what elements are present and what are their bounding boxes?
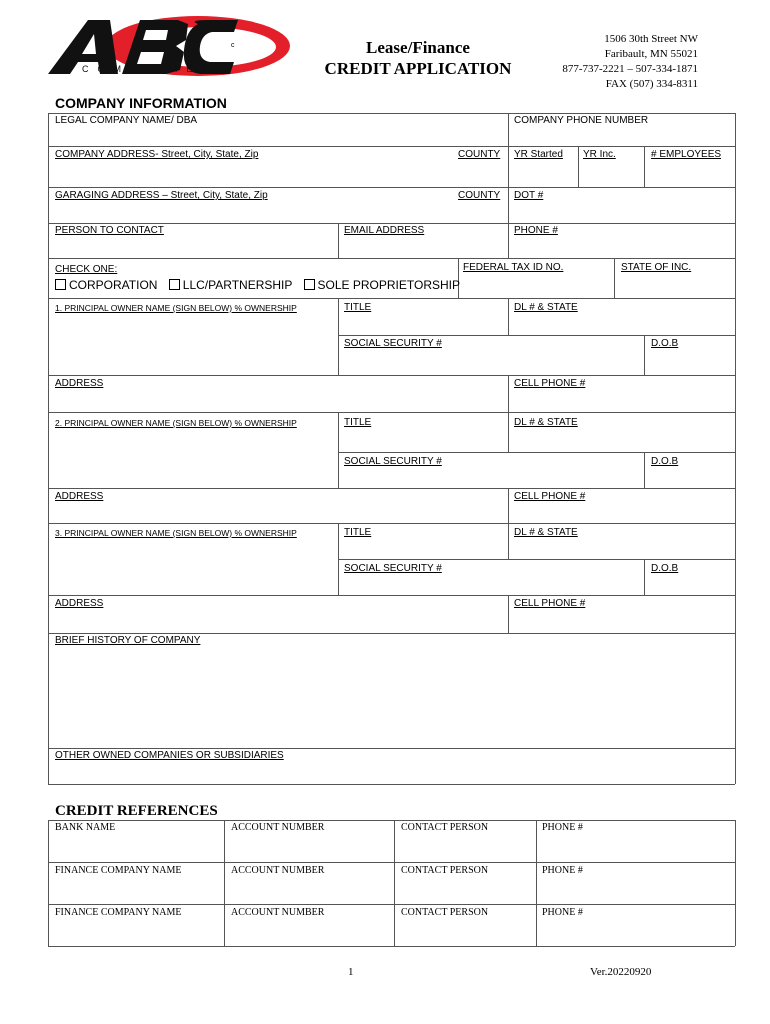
county-label-2: COUNTY [458, 190, 501, 201]
owner1-ssn-label: SOCIAL SECURITY # [344, 338, 442, 349]
owner1-cell-label: CELL PHONE # [514, 378, 586, 389]
yr-started-label: YR Started [514, 149, 563, 160]
owner2-name-label: 2. PRINCIPAL OWNER NAME (SIGN BELOW) % OWNERSHIP [55, 418, 297, 428]
owner1-dl-label: DL # & STATE [514, 302, 578, 313]
divider [735, 113, 736, 784]
owner3-title-label: TITLE [344, 527, 372, 538]
brief-history-field[interactable] [49, 634, 734, 748]
brief-history-label: BRIEF HISTORY OF COMPANY [55, 635, 201, 646]
logo-mark: c [231, 42, 235, 49]
address-line-2: Faribault, MN 55021 [604, 48, 698, 60]
version-label: Ver.20220920 [590, 966, 652, 978]
corporation-option[interactable] [55, 278, 157, 292]
bank-contact-label: CONTACT PERSON [401, 822, 489, 833]
person-to-contact-label: PERSON TO CONTACT [55, 225, 164, 236]
sole-checkbox[interactable] [304, 279, 315, 290]
owner2-dob-label: D.O.B [651, 456, 679, 467]
owner2-dl-label: DL # & STATE [514, 417, 578, 428]
owner3-address-field[interactable] [49, 596, 507, 633]
owner1-address-field[interactable] [49, 376, 507, 412]
sole-label: SOLE PROPRIETORSHIP [317, 278, 460, 292]
finance2-phone-label: PHONE # [542, 907, 583, 918]
page-number: 1 [348, 966, 354, 978]
address-line-4: FAX (507) 334-8311 [605, 78, 698, 90]
check-one-text: CHECK ONE [55, 264, 115, 275]
dot-label: DOT # [514, 190, 544, 201]
check-one-label: CHECK ONE: [55, 264, 118, 275]
address-line-1: 1506 30th Street NW [604, 33, 698, 45]
owner3-address-label: ADDRESS [55, 598, 104, 609]
company-logo [48, 14, 292, 78]
legal-company-name-label: LEGAL COMPANY NAME/ DBA [55, 115, 198, 126]
finance1-name-label: FINANCE COMPANY NAME [55, 865, 182, 876]
federal-tax-id-label: FEDERAL TAX ID NO. [463, 262, 564, 273]
sole-option[interactable] [304, 278, 460, 292]
county-label: COUNTY [458, 149, 501, 160]
owner1-title-label: TITLE [344, 302, 372, 313]
owner2-title-label: TITLE [344, 417, 372, 428]
finance1-contact-label: CONTACT PERSON [401, 865, 489, 876]
owner3-ssn-label: SOCIAL SECURITY # [344, 563, 442, 574]
llc-checkbox[interactable] [169, 279, 180, 290]
phone-label: PHONE # [514, 225, 558, 236]
corporation-checkbox[interactable] [55, 279, 66, 290]
email-label: EMAIL ADDRESS [344, 225, 425, 236]
section-heading-credit: CREDIT REFERENCES [55, 803, 218, 819]
company-address-label: COMPANY ADDRESS- Street, City, State, Zip [55, 149, 259, 160]
bank-name-label: BANK NAME [55, 822, 116, 833]
owner2-cell-label: CELL PHONE # [514, 491, 586, 502]
owner1-dob-label: D.O.B [651, 338, 679, 349]
owner3-dob-label: D.O.B [651, 563, 679, 574]
llc-label: LLC/PARTNERSHIP [182, 278, 293, 292]
logo-subtitle: COMPANIES [82, 64, 217, 74]
divider [735, 820, 736, 946]
company-phone-label: COMPANY PHONE NUMBER [514, 115, 649, 126]
finance1-account-label: ACCOUNT NUMBER [231, 865, 325, 876]
entity-type-options [55, 278, 460, 292]
finance2-name-label: FINANCE COMPANY NAME [55, 907, 182, 918]
owner3-name-label: 3. PRINCIPAL OWNER NAME (SIGN BELOW) % OWNERSHIP [55, 528, 297, 538]
owner1-name-label: 1. PRINCIPAL OWNER NAME (SIGN BELOW) % OWNERSHIP [55, 303, 297, 313]
divider [48, 946, 735, 947]
section-heading-company: COMPANY INFORMATION [55, 95, 227, 111]
state-of-inc-label: STATE OF INC. [621, 262, 692, 273]
form-title-line1: Lease/Finance [366, 38, 470, 57]
finance1-phone-label: PHONE # [542, 865, 583, 876]
form-title-line2: CREDIT APPLICATION [324, 59, 512, 78]
llc-option[interactable] [169, 278, 292, 292]
corporation-label: CORPORATION [69, 278, 158, 292]
bank-account-label: ACCOUNT NUMBER [231, 822, 325, 833]
owner3-cell-label: CELL PHONE # [514, 598, 586, 609]
owner2-address-label: ADDRESS [55, 491, 104, 502]
address-line-3: 877-737-2221 – 507-334-1871 [562, 63, 698, 75]
finance2-account-label: ACCOUNT NUMBER [231, 907, 325, 918]
employees-label: # EMPLOYEES [651, 149, 722, 160]
owner1-address-label: ADDRESS [55, 378, 104, 389]
owner3-dl-label: DL # & STATE [514, 527, 578, 538]
other-companies-label: OTHER OWNED COMPANIES OR SUBSIDIARIES [55, 750, 284, 761]
owner2-ssn-label: SOCIAL SECURITY # [344, 456, 442, 467]
divider [48, 784, 735, 785]
company-address-block [530, 32, 698, 92]
yr-inc-label: YR Inc. [583, 149, 616, 160]
owner2-address-field[interactable] [49, 489, 507, 523]
finance2-contact-label: CONTACT PERSON [401, 907, 489, 918]
bank-phone-label: PHONE # [542, 822, 583, 833]
garaging-address-label: GARAGING ADDRESS – Street, City, State, Zip [55, 190, 268, 201]
